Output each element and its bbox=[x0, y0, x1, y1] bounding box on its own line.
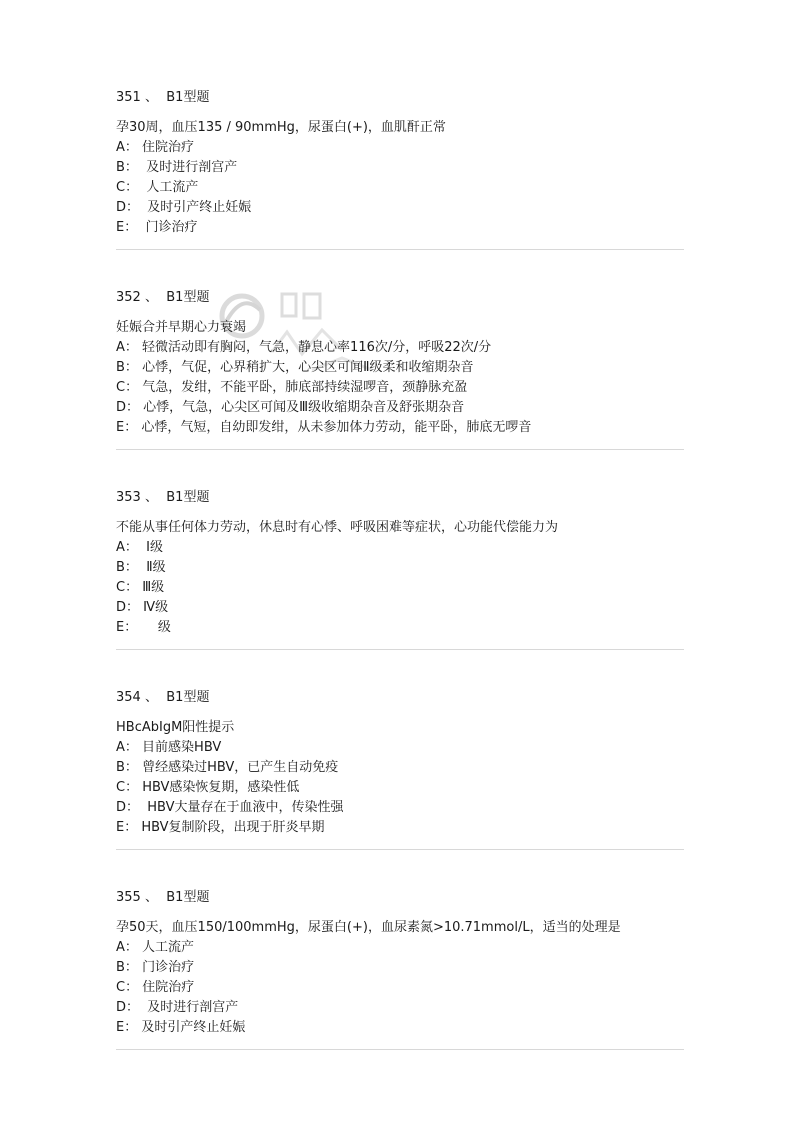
option-c bbox=[116, 378, 686, 398]
option-d bbox=[116, 598, 686, 618]
question-type: B1型题 bbox=[166, 90, 210, 105]
option-text: Ⅲ级 bbox=[142, 580, 165, 595]
question-separator: 、 bbox=[144, 290, 158, 305]
option-text: 住院治疗 bbox=[142, 140, 195, 155]
option-b bbox=[116, 758, 686, 778]
option-text: HBV复制阶段，出现于肝炎早期 bbox=[141, 820, 325, 835]
option-text: 门诊治疗 bbox=[145, 220, 198, 235]
option-b bbox=[116, 158, 686, 178]
option-letter: C： bbox=[116, 580, 139, 595]
option-b bbox=[116, 958, 686, 978]
question-number: 352 bbox=[116, 290, 141, 305]
divider bbox=[116, 649, 684, 650]
option-letter: E： bbox=[116, 1020, 138, 1035]
option-e bbox=[116, 218, 686, 238]
option-text: 门诊治疗 bbox=[142, 960, 195, 975]
question-number: 355 bbox=[116, 890, 141, 905]
divider bbox=[116, 1049, 684, 1050]
option-letter: B： bbox=[116, 160, 138, 175]
option-text: 轻微活动即有胸闷，气急，静息心率116次/分，呼吸22次/分 bbox=[142, 340, 492, 355]
divider bbox=[116, 249, 684, 250]
question-352 bbox=[116, 288, 686, 438]
option-text: HBV感染恢复期，感染性低 bbox=[142, 780, 300, 795]
option-e bbox=[116, 818, 686, 838]
option-e bbox=[116, 418, 686, 438]
option-e bbox=[116, 1018, 686, 1038]
question-type: B1型题 bbox=[166, 690, 210, 705]
divider bbox=[116, 849, 684, 850]
question-header bbox=[116, 88, 686, 108]
option-text: 及时引产终止妊娠 bbox=[141, 1020, 246, 1035]
option-text: 人工流产 bbox=[146, 180, 199, 195]
option-letter: D： bbox=[116, 600, 140, 615]
option-text: 级 bbox=[145, 620, 171, 635]
option-d bbox=[116, 798, 686, 818]
option-a bbox=[116, 938, 686, 958]
question-stem: 孕30周，血压135 / 90mmHg，尿蛋白(+)，血肌酐正常 bbox=[116, 120, 446, 135]
question-number: 351 bbox=[116, 90, 141, 105]
question-stem: 不能从事任何体力劳动，休息时有心悸、呼吸困难等症状，心功能代偿能力为 bbox=[116, 520, 559, 535]
option-letter: C： bbox=[116, 180, 139, 195]
question-number: 354 bbox=[116, 690, 141, 705]
question-stem: 孕50天，血压150/100mmHg，尿蛋白(+)，血尿素氮>10.71mmol/L，适当的处理是 bbox=[116, 920, 621, 935]
option-a bbox=[116, 338, 686, 358]
question-353 bbox=[116, 488, 686, 638]
question-stem: 妊娠合并早期心力衰竭 bbox=[116, 320, 247, 335]
question-header bbox=[116, 688, 686, 708]
option-letter: A： bbox=[116, 540, 138, 555]
question-header bbox=[116, 488, 686, 508]
option-text: 住院治疗 bbox=[142, 980, 195, 995]
option-letter: A： bbox=[116, 340, 138, 355]
option-letter: D： bbox=[116, 400, 140, 415]
question-354 bbox=[116, 688, 686, 838]
option-a bbox=[116, 738, 686, 758]
option-c bbox=[116, 978, 686, 998]
option-letter: E： bbox=[116, 220, 138, 235]
option-letter: A： bbox=[116, 740, 138, 755]
question-number: 353 bbox=[116, 490, 141, 505]
option-b bbox=[116, 358, 686, 378]
option-e bbox=[116, 618, 686, 638]
option-text: 曾经感染过HBV，已产生自动免疫 bbox=[142, 760, 339, 775]
option-letter: D： bbox=[116, 1000, 140, 1015]
option-a bbox=[116, 538, 686, 558]
option-text: Ⅰ级 bbox=[146, 540, 164, 555]
option-d bbox=[116, 398, 686, 418]
option-letter: D： bbox=[116, 200, 140, 215]
option-letter: B： bbox=[116, 360, 138, 375]
question-stem: HBcAbIgM阳性提示 bbox=[116, 720, 235, 735]
option-c bbox=[116, 778, 686, 798]
option-text: HBV大量存在于血液中，传染性强 bbox=[147, 800, 344, 815]
option-text: 目前感染HBV bbox=[142, 740, 222, 755]
question-separator: 、 bbox=[144, 490, 158, 505]
option-b bbox=[116, 558, 686, 578]
option-text: 及时进行剖宫产 bbox=[147, 1000, 239, 1015]
question-type: B1型题 bbox=[166, 290, 210, 305]
option-letter: B： bbox=[116, 960, 138, 975]
question-separator: 、 bbox=[144, 890, 158, 905]
option-letter: D： bbox=[116, 800, 140, 815]
option-letter: C： bbox=[116, 380, 139, 395]
option-letter: E： bbox=[116, 620, 138, 635]
question-header bbox=[116, 288, 686, 308]
option-letter: E： bbox=[116, 820, 138, 835]
option-text: 气急，发绀，不能平卧，肺底部持续湿啰音，颈静脉充盈 bbox=[142, 380, 468, 395]
option-text: 人工流产 bbox=[142, 940, 195, 955]
option-text: 心悸，气短，自幼即发绀，从未参加体力劳动，能平卧，肺底无啰音 bbox=[141, 420, 532, 435]
option-letter: B： bbox=[116, 560, 138, 575]
option-text: 及时引产终止妊娠 bbox=[147, 200, 252, 215]
option-text: Ⅳ级 bbox=[143, 600, 169, 615]
option-letter: E： bbox=[116, 420, 138, 435]
option-c bbox=[116, 578, 686, 598]
option-letter: A： bbox=[116, 940, 138, 955]
question-type: B1型题 bbox=[166, 890, 210, 905]
question-header bbox=[116, 888, 686, 908]
option-text: 及时进行剖宫产 bbox=[146, 160, 238, 175]
question-351 bbox=[116, 88, 686, 238]
option-letter: A： bbox=[116, 140, 138, 155]
question-355 bbox=[116, 888, 686, 1038]
question-separator: 、 bbox=[144, 90, 158, 105]
option-letter: C： bbox=[116, 980, 139, 995]
option-text: Ⅱ级 bbox=[146, 560, 166, 575]
question-separator: 、 bbox=[144, 690, 158, 705]
option-c bbox=[116, 178, 686, 198]
divider bbox=[116, 449, 684, 450]
option-letter: C： bbox=[116, 780, 139, 795]
question-type: B1型题 bbox=[166, 490, 210, 505]
option-text: 心悸，气促，心界稍扩大，心尖区可闻Ⅱ级柔和收缩期杂音 bbox=[142, 360, 474, 375]
option-d bbox=[116, 198, 686, 218]
option-d bbox=[116, 998, 686, 1018]
option-letter: B： bbox=[116, 760, 138, 775]
option-a bbox=[116, 138, 686, 158]
option-text: 心悸，气急，心尖区可闻及Ⅲ级收缩期杂音及舒张期杂音 bbox=[143, 400, 465, 415]
